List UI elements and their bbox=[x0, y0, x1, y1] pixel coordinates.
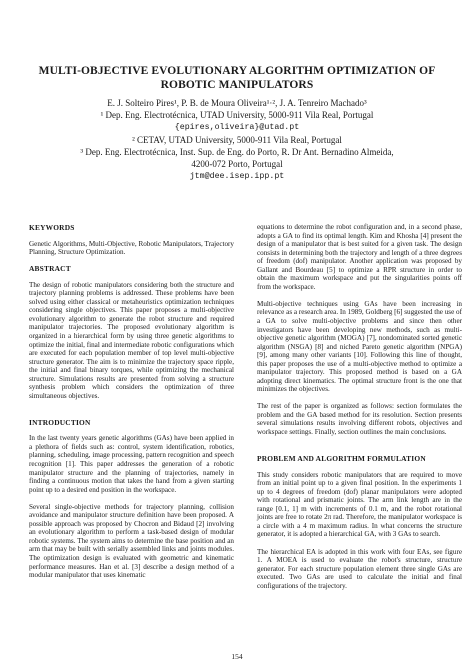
keywords-text: Genetic Algorithms, Multi-Objective, Robotic Manipulators, Trajectory Planning, Structure Optimization. bbox=[29, 239, 234, 257]
right-column bbox=[257, 223, 462, 590]
problem-paragraph-2: The hierarchical EA is adopted in this work with four EAs, see figure 1. A MOEA is used to evaluate the robot's structure, structure generator. For each structure population element three single GAs are executed. Two GAs are used to calculate the initial and final configurations of the trajectory. bbox=[257, 547, 462, 590]
keywords-heading: KEYWORDS bbox=[29, 223, 75, 232]
affiliation-3-line-1: ³ Dep. Eng. Electrotécnica, Inst. Sup. de Eng. do Porto, R. Dr Ant. Bernadino Almeida, bbox=[80, 147, 394, 158]
paper-title bbox=[20, 64, 454, 92]
abstract-text: The design of robotic manipulators considering both the structure and trajectory planning problems is addressed. These problems have been solved using either classical or metaheuristics optimization techniques considering single objectives. This paper proposes a multi-objective evolutionary algorithm to generate the robot structure and required manipulator trajectories. The proposed evolutionary algorithm is organized in a hierarchical form by using three genetic algorithms to optimize the initial, final and intermediate robotic configurations which are executed for each population member of top level multi-objective structure generator. The aim is to minimize the trajectory space ripple, the initial and final binary torques, while optimizing the mechanical structure. Simulations results are presented from solving a structure synthesis problem which considers the optimization of three simultaneous objectives. bbox=[29, 280, 234, 400]
affiliation-2: ² CETAV, UTAD University, 5000-911 Vila Real, Portugal bbox=[132, 134, 342, 145]
intro-paragraph-3: equations to determine the robot configuration and, in a second phase, adopts a GA to find its optimal length. Kim and Khosha [4] present the design of a manipulator that is best suited for a given task. The design consists in determining both the trajectory and length of a three degrees of freedom (dof) manipulator. Another application was proposed by Gallant and Bourdeau [5] to optimize a RPR structure in order to obtain the maximum workspace and put the singularities points off from the workspace. bbox=[257, 223, 462, 291]
left-column bbox=[29, 224, 234, 580]
email-1: {epires,oliveira}@utad.pt bbox=[174, 122, 300, 132]
abstract-heading: ABSTRACT bbox=[29, 264, 71, 274]
problem-paragraph-1: This study considers robotic manipulators that are required to move from an initial point up to a given final position. In the experiments 1 up to 4 degrees of freedom (dof) planar manipulators were adopted with rotational and prismatic joints. The arm link length are in the range [0.1, 1] m with increments of 0.1 m, and the robot rotational joints are free to rotate 2π rad. Therefore, the manipulator workspace is a circle with a 4 m maximum radius. In what concerns the structure generator, it is adopted a hierarchical GA, with 3 GAs to search. bbox=[257, 470, 462, 539]
introduction-heading: INTRODUCTION bbox=[29, 417, 91, 427]
title-line-1: MULTI-OBJECTIVE EVOLUTIONARY ALGORITHM OPTIMIZATION OF bbox=[38, 65, 436, 77]
page-number: 154 bbox=[231, 652, 243, 661]
intro-paragraph-4: Multi-objective techniques using GAs have been increasing in relevance as a research area. In 1989, Goldberg [6] suggested the use of a GA to solve multi-objective problems and since then other investigators have been developing new methods, such as multi-objective genetic algorithm (MOGA) [7], nondominated sorted genetic algorithm (NSGA) [8] and niched Pareto genetic algorithm (NPGA) [9], among many other variants [10]. Following this line of thought, this paper proposes the use of a multi-objective method to optimize a manipulator trajectory. This proposed method is based on a GA adopting direct kinematics. The optimal structure front is the one that minimizes the objectives. bbox=[257, 299, 462, 394]
author-block bbox=[20, 97, 454, 183]
intro-paragraph-5: The rest of the paper is organized as follows: section formulates the problem and the GA based method for its resolution. Section presents several simulations results involving different robots, objectives and workspace settings. Finally, section outlines the main conclusions. bbox=[257, 402, 462, 437]
intro-paragraph-1: In the last twenty years genetic algorithms (GAs) have been applied in a plethora of fields such as: control, system identification, robotics, planning, scheduling, image processing, pattern recognition and speech recognition [1]. This paper addresses the generation of a robotic manipulator structure and the planning of trajectories, namely in finding a continuous motion that takes the hand from a given starting point up to a desired end position in the workspace. bbox=[29, 434, 234, 494]
intro-paragraph-2: Several single-objective methods for trajectory planning, collision avoidance and manipulator structure definition have been proposed. A possible approach was proposed by Chocron and Bidaud [2] involving an evolutionary algorithm to perform a task-based design of modular robotic systems. The system aims to determine the base position and an arm that may be built with serially assembled links and joints modules. The optimization design is evaluated with geometric and kinematic performance measures. Han et al. [3] describe a design method of a modular manipulator that uses kinematic bbox=[29, 502, 234, 580]
email-3: jtm@dee.isep.ipp.pt bbox=[189, 171, 285, 181]
title-line-2: ROBOTIC MANIPULATORS bbox=[160, 79, 314, 91]
problem-heading: PROBLEM AND ALGORITHM FORMULATION bbox=[257, 454, 426, 464]
affiliation-1: ¹ Dep. Eng. Electrotécnica, UTAD University, 5000-911 Vila Real, Portugal bbox=[100, 110, 374, 121]
author-names: E. J. Solteiro Pires¹, P. B. de Moura Oliveira¹·², J. A. Tenreiro Machado³ bbox=[107, 98, 367, 108]
affiliation-3-line-2: 4200-072 Porto, Portugal bbox=[191, 159, 283, 170]
